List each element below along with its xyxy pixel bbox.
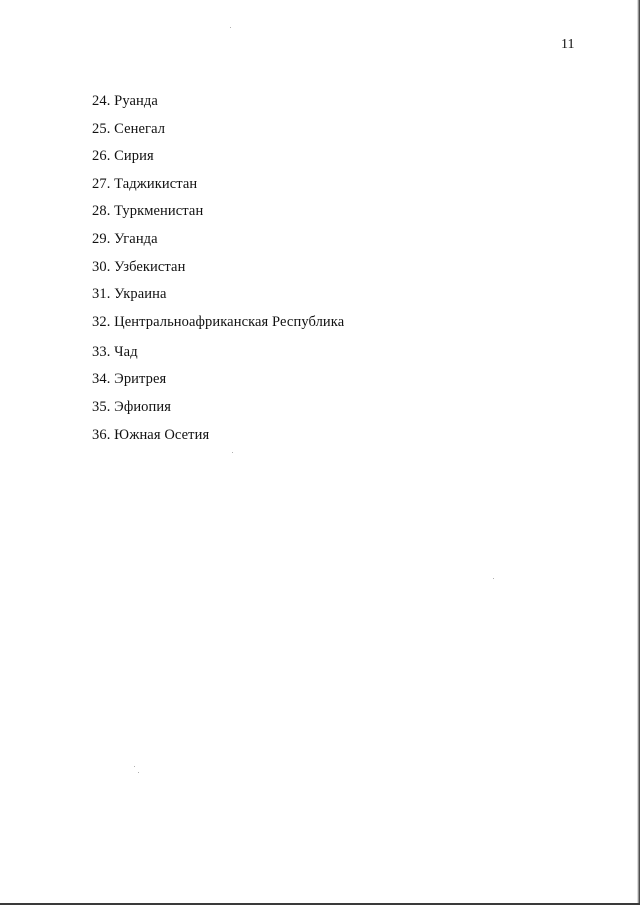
list-item: 26. Сирия [92, 148, 154, 165]
list-item: 29. Уганда [92, 230, 158, 247]
list-item: 34. Эритрея [92, 371, 167, 388]
list-item: 27. Таджикистан [92, 175, 198, 192]
scan-speck [134, 766, 135, 767]
page-number: 11 [561, 37, 575, 52]
list-item: 25. Сенегал [92, 120, 166, 137]
list-item: 30. Узбекистан [92, 258, 186, 275]
scan-speck [230, 27, 231, 28]
list-item: 35. Эфиопия [92, 398, 172, 415]
list-item: 28. Туркменистан [92, 203, 204, 220]
list-item: 32. Центральноафриканская Республика [92, 313, 345, 330]
scan-speck [493, 578, 494, 579]
country-list [92, 92, 344, 453]
scan-speck [138, 772, 139, 773]
list-item: 24. Руанда [92, 93, 158, 109]
list-item: 33. Чад [92, 343, 138, 360]
scan-speck [232, 452, 233, 453]
list-item: 31. Украина [92, 286, 167, 303]
list-item: 36. Южная Осетия [92, 426, 210, 443]
